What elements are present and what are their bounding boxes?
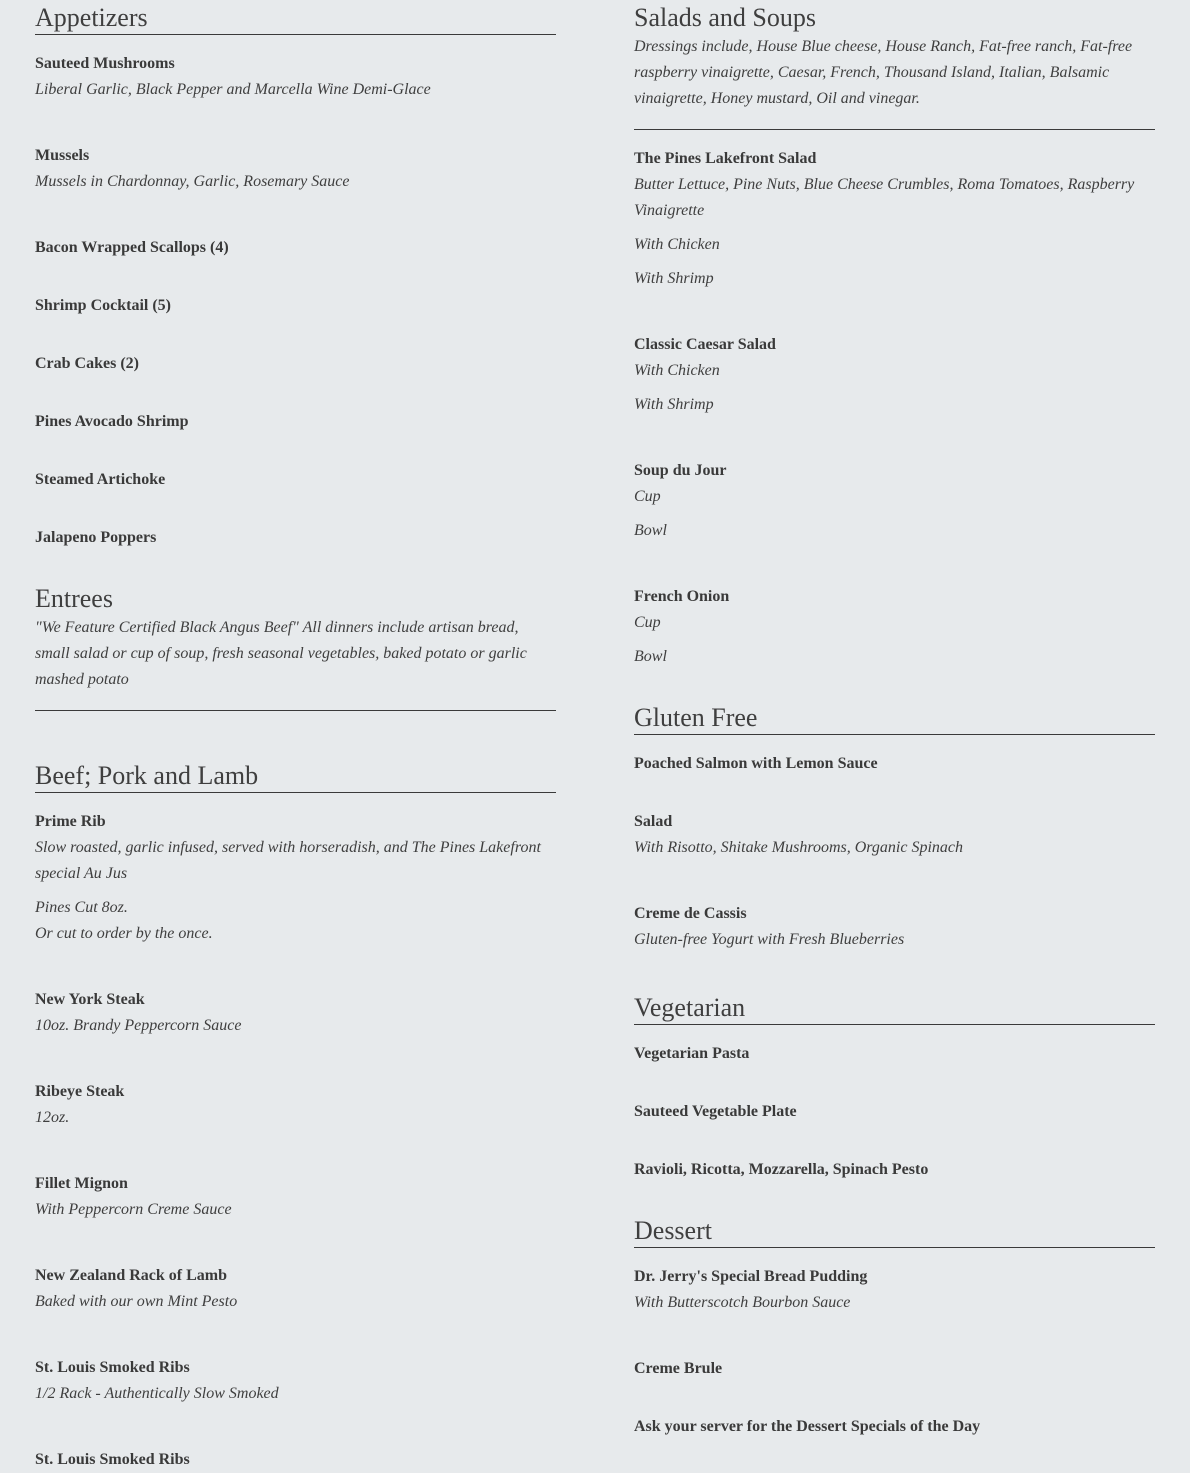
item-name: Steamed Artichoke	[35, 471, 166, 488]
item-name: New Zealand Rack of Lamb	[35, 1267, 228, 1284]
section-title-dessert: Dessert	[634, 1213, 1155, 1248]
menu-item	[634, 1041, 1155, 1067]
item-description: With Peppercorn Creme Sauce	[35, 1201, 232, 1218]
item-name: Ribeye Steak	[35, 1083, 125, 1100]
item-description: Slow roasted, garlic infused, served with horseradish, and The Pines Lakefront special Au Jus	[35, 839, 541, 882]
item-name: New York Steak	[35, 991, 145, 1008]
item-name: Prime Rib	[35, 813, 106, 830]
menu-item	[35, 293, 556, 319]
section-divider	[634, 129, 1155, 130]
item-description: Mussels in Chardonnay, Garlic, Rosemary Sauce	[35, 173, 350, 190]
item-description: 10oz. Brandy Peppercorn Sauce	[35, 1017, 242, 1034]
item-option: With Chicken	[634, 362, 720, 379]
item-name: Ask your server for the Dessert Specials of the Day	[634, 1418, 981, 1435]
item-description: 12oz.	[35, 1109, 70, 1126]
menu-item	[634, 901, 1155, 953]
item-name: Jalapeno Poppers	[35, 529, 157, 546]
section-title-salads-soups: Salads and Soups	[634, 3, 816, 32]
section-title-appetizers: Appetizers	[35, 0, 556, 35]
menu-item	[634, 751, 1155, 777]
item-option: With Shrimp	[634, 396, 714, 413]
item-description: Butter Lettuce, Pine Nuts, Blue Cheese Crumbles, Roma Tomatoes, Raspberry Vinaigrette	[634, 176, 1135, 219]
menu-item	[634, 458, 1155, 544]
menu-item	[35, 987, 556, 1039]
item-name: Shrimp Cocktail (5)	[35, 297, 171, 314]
section-title-gluten-free: Gluten Free	[634, 700, 1155, 735]
item-name: Poached Salmon with Lemon Sauce	[634, 755, 878, 772]
item-name: Soup du Jour	[634, 462, 727, 479]
item-name: The Pines Lakefront Salad	[634, 150, 817, 167]
right-column	[634, 0, 1155, 1440]
menu-item	[35, 51, 556, 103]
item-description: Liberal Garlic, Black Pepper and Marcella Wine Demi-Glace	[35, 81, 431, 98]
item-name: Creme de Cassis	[634, 905, 747, 922]
menu-item	[634, 584, 1155, 670]
menu-item	[35, 1171, 556, 1223]
menu-item	[634, 1264, 1155, 1316]
item-name: Classic Caesar Salad	[634, 336, 776, 353]
item-description: 1/2 Rack - Authentically Slow Smoked	[35, 1385, 279, 1402]
menu-item	[35, 1355, 556, 1407]
item-option: Pines Cut 8oz.	[35, 899, 128, 916]
section-title-vegetarian: Vegetarian	[634, 990, 1155, 1025]
item-name: Salad	[634, 813, 673, 830]
menu-item	[634, 332, 1155, 418]
item-name: Sauteed Vegetable Plate	[634, 1103, 797, 1120]
menu-item	[35, 409, 556, 435]
menu-item	[35, 235, 556, 261]
menu-item	[634, 1157, 1155, 1183]
item-name: Fillet Mignon	[35, 1175, 128, 1192]
item-name: St. Louis Smoked Ribs	[35, 1359, 190, 1376]
item-option: Bowl	[634, 522, 667, 539]
item-name: Mussels	[35, 147, 90, 164]
menu-item	[634, 1356, 1155, 1382]
item-name: Sauteed Mushrooms	[35, 55, 175, 72]
section-title-beef-pork-lamb: Beef; Pork and Lamb	[35, 758, 556, 793]
item-description: Baked with our own Mint Pesto	[35, 1293, 238, 1310]
section-divider	[35, 710, 556, 711]
menu-item	[634, 1099, 1155, 1125]
item-name: Vegetarian Pasta	[634, 1045, 750, 1062]
item-name: Dr. Jerry's Special Bread Pudding	[634, 1268, 868, 1285]
item-option: With Chicken	[634, 236, 720, 253]
item-name: French Onion	[634, 588, 730, 605]
item-option: Cup	[634, 488, 661, 505]
item-name: Bacon Wrapped Scallops (4)	[35, 239, 229, 256]
item-name: St. Louis Smoked Ribs	[35, 1451, 190, 1468]
item-name: Creme Brule	[634, 1360, 723, 1377]
item-name: Ravioli, Ricotta, Mozzarella, Spinach Pesto	[634, 1161, 929, 1178]
menu-item	[35, 1447, 556, 1473]
menu-item	[35, 351, 556, 377]
menu-item	[35, 809, 556, 947]
menu-item	[35, 1263, 556, 1315]
item-option: Bowl	[634, 648, 667, 665]
left-column	[35, 0, 556, 1473]
item-name: Crab Cakes (2)	[35, 355, 139, 372]
item-option: Or cut to order by the once.	[35, 925, 213, 942]
item-description: With Risotto, Shitake Mushrooms, Organic Spinach	[634, 839, 964, 856]
menu-item	[634, 146, 1155, 292]
section-title-entrees: Entrees	[35, 584, 113, 613]
menu-item	[35, 1079, 556, 1131]
menu-item	[634, 809, 1155, 861]
menu-item	[35, 525, 556, 551]
menu-item	[35, 143, 556, 195]
item-description: With Butterscotch Bourbon Sauce	[634, 1294, 851, 1311]
menu-item	[634, 1414, 1155, 1440]
section-description-salads: Dressings include, House Blue cheese, House Ranch, Fat-free ranch, Fat-free raspberry vinaigrette, Caesar, French, Thousand Island, Italian, Balsamic vinaigrette, Honey mustard, Oil and vinegar.	[634, 38, 1133, 107]
section-description-entrees: "We Feature Certified Black Angus Beef" All dinners include artisan bread, small salad or cup of soup, fresh seasonal vegetables, baked potato or garlic mashed potato	[35, 619, 527, 688]
item-name: Pines Avocado Shrimp	[35, 413, 189, 430]
menu-item	[35, 467, 556, 493]
item-option: With Shrimp	[634, 270, 714, 287]
item-option: Cup	[634, 614, 661, 631]
item-description: Gluten-free Yogurt with Fresh Blueberries	[634, 931, 905, 948]
